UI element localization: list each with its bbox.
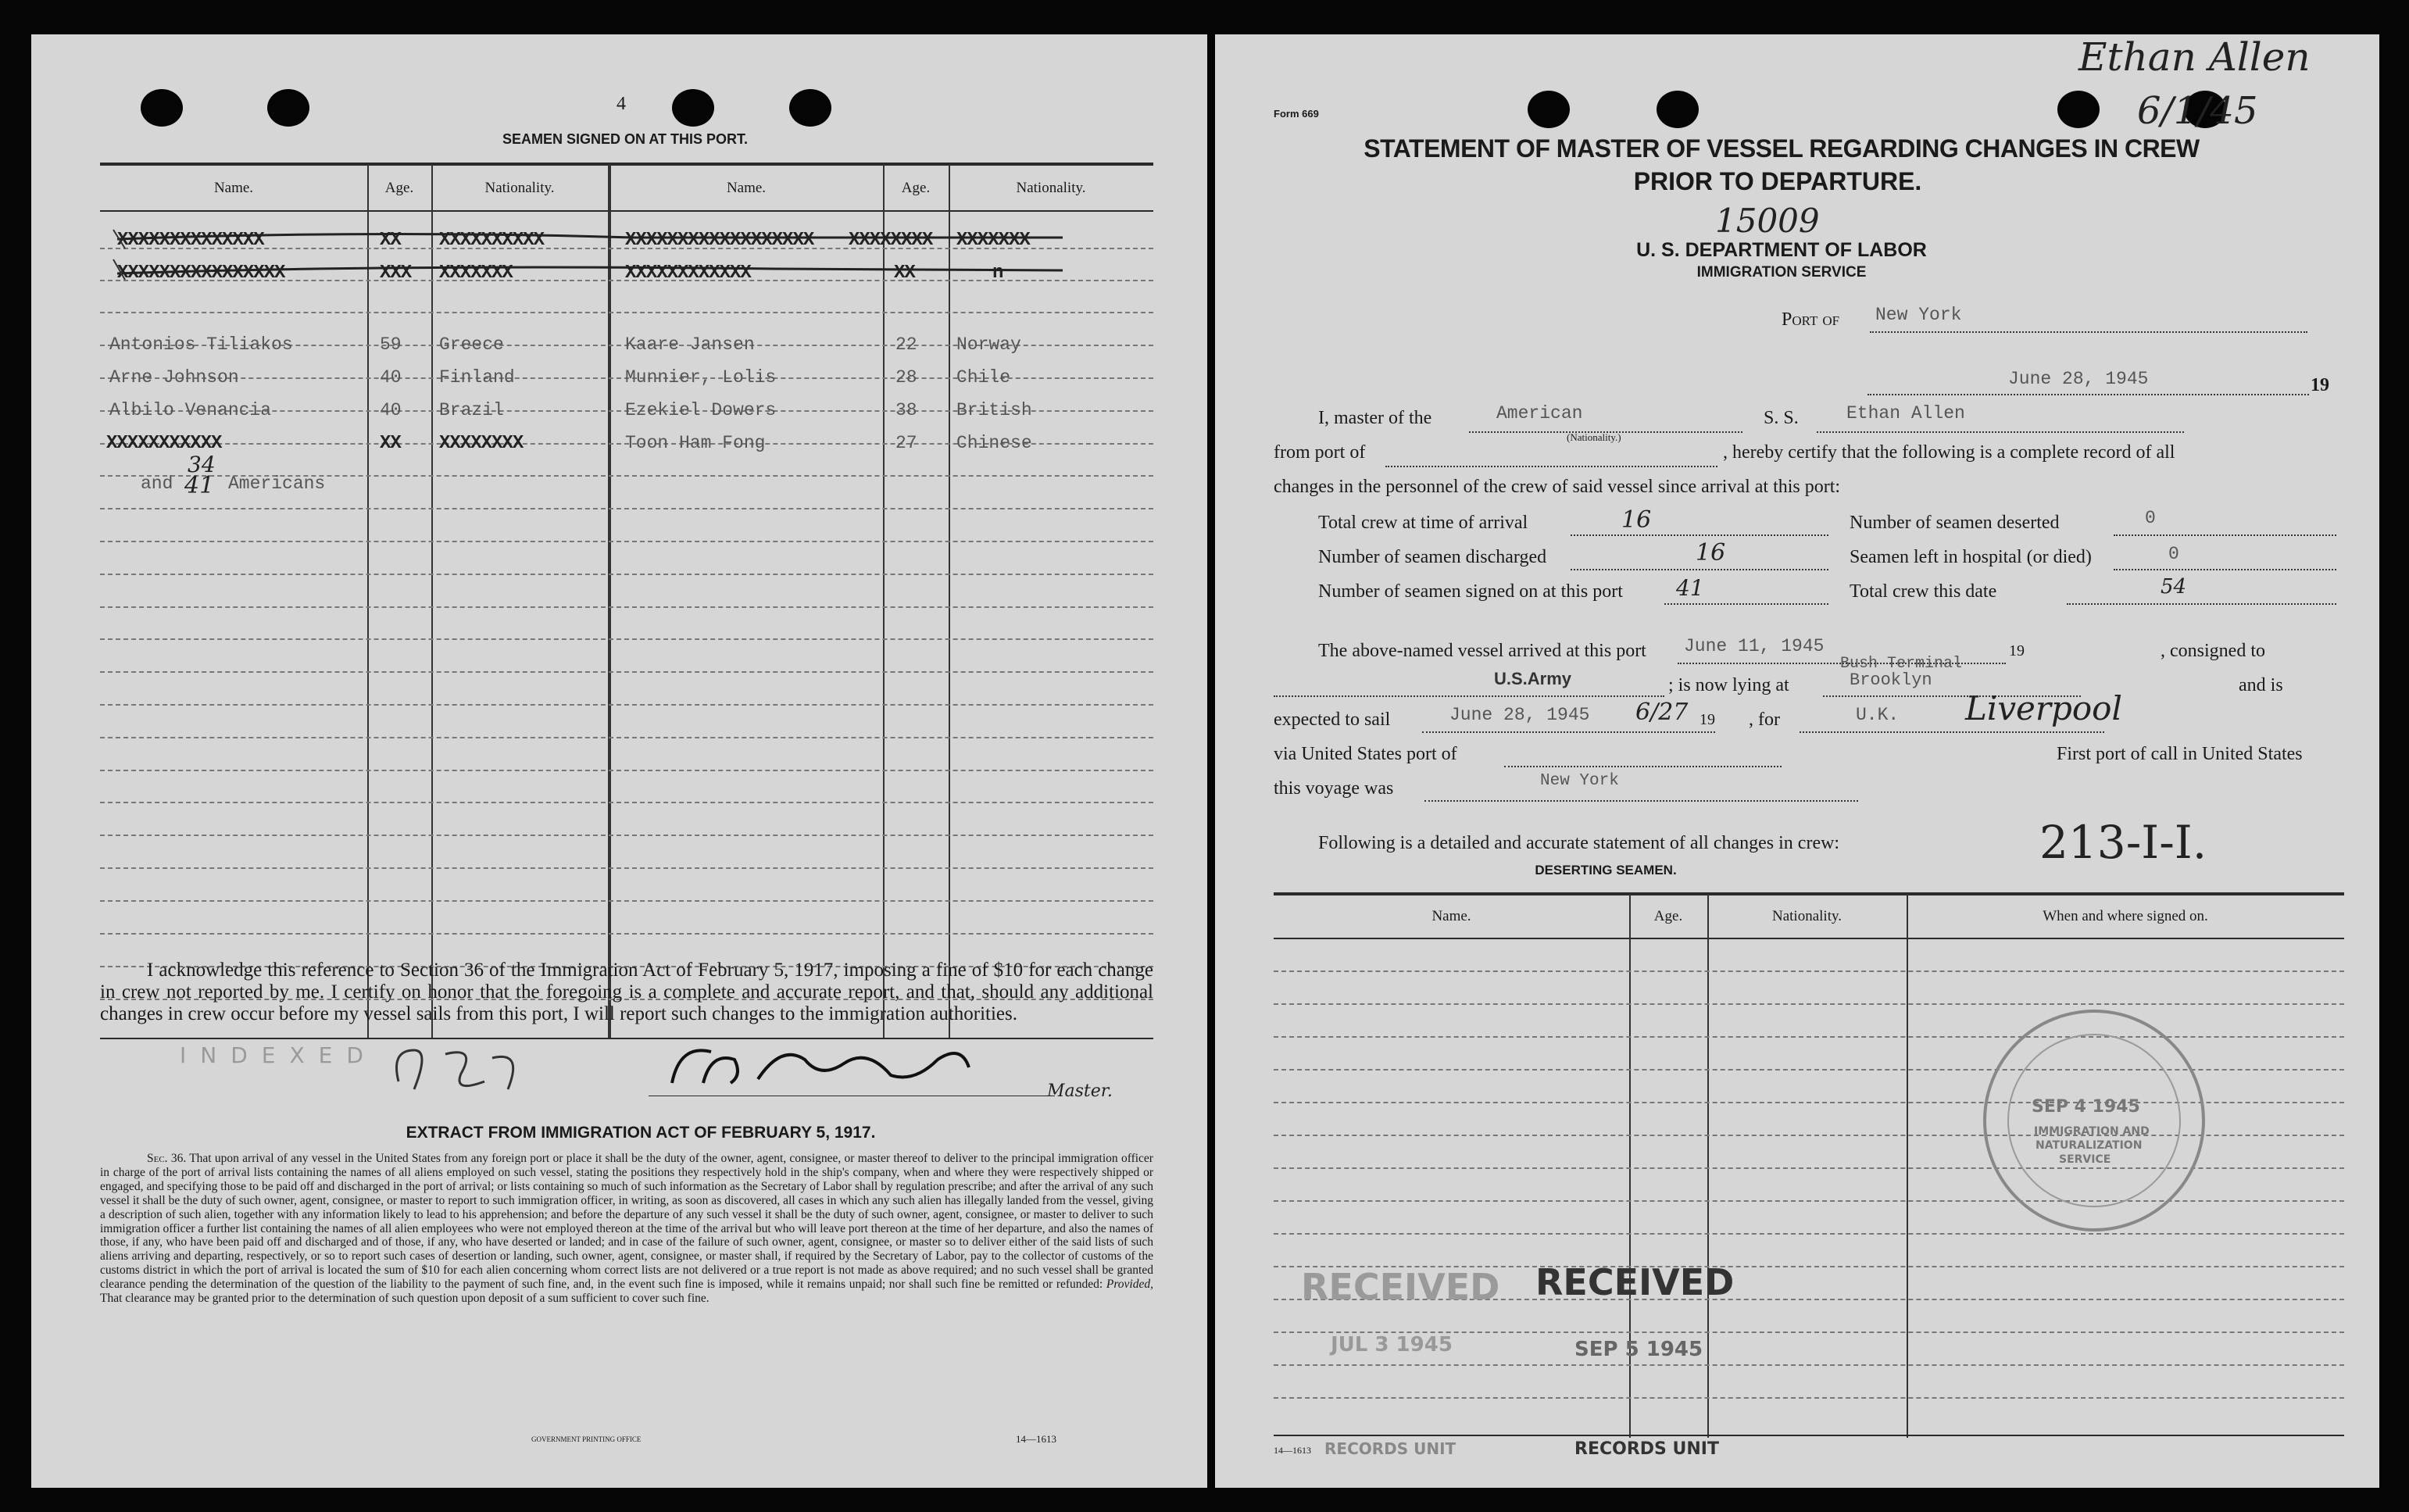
punch-hole <box>789 89 831 127</box>
signature-name <box>813 1089 818 1090</box>
table-cell: 40 <box>380 367 402 388</box>
this-voyage-value: New York <box>1540 772 1619 790</box>
initials-scribble <box>383 1035 539 1105</box>
table-cell: XXXXXXXX <box>849 230 933 251</box>
stat-value-discharged: 16 <box>1696 539 1726 567</box>
stat-label-hospital: Seamen left in hospital (or died) <box>1850 547 2092 567</box>
table-cell: n <box>992 263 1003 284</box>
corner-date: 6/1/45 <box>2137 89 2258 133</box>
immigration-seal <box>1977 1003 2211 1238</box>
seal-date: SEP 4 1945 <box>2032 1097 2140 1117</box>
desert-col-age: Age. <box>1653 908 1683 924</box>
expected-hand: 6/27 <box>1635 699 1689 726</box>
col-header-name: Name. <box>726 180 767 196</box>
date-value: June 28, 1945 <box>2008 369 2149 389</box>
table-cell: 59 <box>380 334 402 355</box>
table-cell: XXXXXXXX <box>439 433 524 454</box>
stat-value-total-crew: 54 <box>2161 575 2187 599</box>
table-cell: Chile <box>956 367 1011 388</box>
via-label: via United States port of <box>1274 744 1457 764</box>
from-port-label: from port of <box>1274 442 1366 463</box>
first-port-label: First port of call in United States <box>2057 744 2303 764</box>
this-voyage-label: this voyage was <box>1274 778 1394 799</box>
section-36-text <box>100 1152 1153 1306</box>
proviso-text: That clearance may be granted prior to the determination of such question upon deposit of a sum sufficient to cover such fine. <box>100 1292 709 1306</box>
americans-count-struck: 41 <box>184 472 215 499</box>
received-date: JUL 3 1945 <box>1331 1333 1453 1357</box>
records-unit-stamp: RECORDS UNIT <box>1324 1439 1456 1458</box>
punch-hole <box>672 89 714 127</box>
table-cell: XXXXXXXXXXXX <box>625 263 751 284</box>
col-header-name: Name. <box>213 180 254 196</box>
arrived-label: The above-named vessel arrived at this port <box>1318 641 1646 661</box>
table-cell: 28 <box>895 367 917 388</box>
table-cell: XXXXXXX <box>956 230 1030 251</box>
lying-value-1: Bush Terminal <box>1840 655 1963 673</box>
form-title: STATEMENT OF MASTER OF VESSEL REGARDING CHANGES IN CREW <box>1364 134 2200 163</box>
expected-label: expected to sail <box>1274 710 1391 730</box>
table-cell: Toon Ham Fong <box>625 433 766 453</box>
proviso-label: Provided, <box>1106 1278 1153 1292</box>
table-cell: XXXXXXX <box>439 263 513 284</box>
table-cell: Albilo Venancia <box>109 400 272 420</box>
punch-hole <box>1657 91 1699 128</box>
following-text: Following is a detailed and accurate statement of all changes in crew: <box>1318 833 1840 853</box>
nationality-value: American <box>1496 403 1583 424</box>
table-cell: Ezekiel Dowers <box>625 400 777 420</box>
col-header-age: Age. <box>901 180 931 196</box>
arrived-value: June 11, 1945 <box>1684 636 1825 656</box>
table-cell: Americans <box>228 474 326 494</box>
stat-label-total-arrival: Total crew at time of arrival <box>1318 513 1528 533</box>
case-number: 213-I-I. <box>2039 816 2207 869</box>
section-label: Sec. 36. <box>147 1152 187 1165</box>
form-subtitle: PRIOR TO DEPARTURE. <box>1633 167 1922 195</box>
stat-value-deserted: 0 <box>2145 508 2156 528</box>
table-cell: Finland <box>439 367 515 388</box>
received-stamp: RECEIVED <box>1301 1266 1500 1308</box>
table-cell: XXXXXXXXXXXXXXXX <box>117 263 285 284</box>
table-cell: British <box>956 400 1032 420</box>
page-number: 4 <box>617 94 626 114</box>
table-cell: Arne Johnson <box>109 367 239 388</box>
consigned-label: , consigned to <box>2161 641 2265 661</box>
signature-mark <box>656 1028 985 1106</box>
department: U. S. DEPARTMENT OF LABOR <box>1636 239 1927 261</box>
punch-hole <box>2057 91 2100 128</box>
year-prefix: 19 <box>2311 375 2329 395</box>
service: IMMIGRATION SERVICE <box>1696 264 1867 281</box>
section-body: That upon arrival of any vessel in the United States from any foreign port or place it shall be the duty of the owner, agent, consignee, or master thereof to deliver to the principal immigration officer in charge of the port of arrival lists containing the names of all aliens employed on such vessel, stating the positions they respectively hold in the ship's company, when and where they were respectively shipped or engaged, and specifying those to be paid off and discharged in the port of arrival; or lists containing so much of such information as the Secretary of Labor shall by regulation prescribe; and after the arrival of any such vessel it shall be the duty of such owner, agent, consignee, or master to report to such immigration officer, in writing, as soon as discovered, all cases in which any such alien has illegally landed from the vessel, giving a description of such alien, together with any information likely to lead to his apprehension; and before the departure of any such vessel it shall be the duty of such owner, agent, consignee, or master to deliver to such immigration officer a further list containing the names of all alien employees who were not employed thereon at the time of the arrival but who will leave port thereon at the time of her departure, and also the names of those, if any, who have been paid off and discharged and of those, if any, who have deserted or landed; and in case of the failure of such owner, agent, consignee, or master so to deliver either of the said lists of such aliens arriving and departing, respectively, or so to report such cases of desertion or landing, such owner, agent, consignee, or master shall, if required by the Secretary of Labor, pay to the collector of customs of the customs district in which the port of arrival is located the sum of $10 for each alien concerning whom correct lists are not delivered or a true report is not made as above required; and no such vessel shall be granted clearance pending the determination of the question of the liability to the payment of such fine, and, in the event such fine is imposed, while it remains unpaid; nor shall such fine be remitted or refunded: <box>100 1152 1153 1292</box>
stat-value-total-arrival: 16 <box>1621 506 1652 534</box>
table-cell: XXX <box>380 263 412 284</box>
changes-text: changes in the personnel of the crew of said vessel since arrival at this port: <box>1274 477 1841 497</box>
americans-count: 34 <box>188 452 216 477</box>
received-date: SEP 5 1945 <box>1574 1338 1703 1361</box>
stat-label-total-crew: Total crew this date <box>1850 581 1997 602</box>
port-value: New York <box>1875 305 1962 325</box>
ss-label: S. S. <box>1764 408 1799 428</box>
consignee: U.S.Army <box>1494 669 1572 688</box>
table-cell: XXXXXXXXXX <box>439 230 545 251</box>
for-label: , for <box>1749 710 1780 730</box>
ship-name: Ethan Allen <box>1846 403 1965 424</box>
stat-value-hospital: 0 <box>2168 544 2179 564</box>
table-cell: Greece <box>439 334 504 355</box>
indexed-stamp: INDEXED <box>180 1042 377 1068</box>
table-cell: XXXXXXXXXXX <box>106 433 222 454</box>
table-cell: XX <box>380 433 401 454</box>
table-cell: and <box>141 474 173 494</box>
expected-year: 19 <box>1700 711 1715 728</box>
table-cell: Kaare Jansen <box>625 334 755 355</box>
table-cell: 38 <box>895 400 917 420</box>
col-header-nationality: Nationality. <box>484 180 555 196</box>
table-cell: 27 <box>895 433 917 453</box>
records-unit-stamp: RECORDS UNIT <box>1574 1439 1719 1459</box>
table-cell: 40 <box>380 400 402 420</box>
port-label: Port of <box>1782 309 1840 330</box>
table-cell: XX <box>894 263 915 284</box>
master-of-label: I, master of the <box>1318 408 1432 428</box>
form-code: 14—1613 <box>1016 1433 1056 1445</box>
lying-value-2: Brooklyn <box>1850 670 1932 690</box>
acknowledgment-text: I acknowledge this reference to Section 36 of the Immigration Act of February 5, 1917, imposing a fine of $10 for each change in crew not reported by me. I certify on honor that the foregoing is a complete and accurate report, and that, should any additional changes in crew occur before my vessel sails from this port, I will report such changes to the immigration authorities. <box>100 960 1153 1024</box>
desert-col-nationality: Nationality. <box>1772 908 1842 924</box>
table-cell: Norway <box>956 334 1021 355</box>
for-hand: Liverpool <box>1965 689 2122 727</box>
nationality-caption: (Nationality.) <box>1567 431 1621 443</box>
seal-line: IMMIGRATION AND <box>2034 1125 2150 1138</box>
extract-title: EXTRACT FROM IMMIGRATION ACT OF FEBRUARY 5, 1917. <box>406 1124 876 1142</box>
strike-marks <box>94 222 1156 316</box>
stat-label-discharged: Number of seamen discharged <box>1318 547 1547 567</box>
table-cell: Chinese <box>956 433 1032 453</box>
seal-line: SERVICE <box>2059 1153 2111 1166</box>
arrived-year: 19 <box>2009 642 2025 659</box>
file-number: 15009 <box>1715 202 1820 240</box>
table-cell: Munnier, Lolis <box>625 367 777 388</box>
received-stamp: RECEIVED <box>1535 1261 1735 1303</box>
col-header-age: Age. <box>384 180 414 196</box>
printing-office: GOVERNMENT PRINTING OFFICE <box>531 1435 642 1443</box>
master-label: Master. <box>1047 1081 1113 1101</box>
left-page <box>31 34 1207 1488</box>
form-number: Form 669 <box>1274 108 1319 120</box>
seal-line: NATURALIZATION <box>2035 1139 2143 1152</box>
desert-col-when-where: When and where signed on. <box>2043 908 2208 924</box>
table-cell: 22 <box>895 334 917 355</box>
table-cell: XXXXXXXXXXXXXX <box>117 230 264 251</box>
table-cell: Brazil <box>439 400 504 420</box>
table-cell: Antonios Tiliakos <box>109 334 293 355</box>
for-value: U.K. <box>1856 705 1900 725</box>
table-cell: XX <box>380 230 401 251</box>
and-is: and is <box>2239 675 2283 695</box>
punch-hole <box>1528 91 1570 128</box>
corner-note: Ethan Allen <box>2078 34 2311 80</box>
punch-hole <box>267 89 309 127</box>
punch-hole <box>141 89 183 127</box>
bottom-code: 14—1613 <box>1274 1445 1311 1456</box>
section-title: SEAMEN SIGNED ON AT THIS PORT. <box>502 131 749 147</box>
table-cell: XXXXXXXXXXXXXXXXXX <box>625 230 814 251</box>
stat-label-deserted: Number of seamen deserted <box>1850 513 2060 533</box>
stat-value-signed-on: 41 <box>1676 575 1704 601</box>
deserting-title: DESERTING SEAMEN. <box>1535 863 1677 878</box>
expected-value: June 28, 1945 <box>1449 705 1590 725</box>
desert-col-name: Name. <box>1431 908 1471 924</box>
right-page <box>1215 34 2379 1488</box>
col-header-nationality: Nationality. <box>1016 180 1086 196</box>
stat-label-signed-on: Number of seamen signed on at this port <box>1318 581 1623 602</box>
lying-label: ; is now lying at <box>1668 675 1789 695</box>
certify-text: , hereby certify that the following is a complete record of all <box>1723 442 2175 463</box>
